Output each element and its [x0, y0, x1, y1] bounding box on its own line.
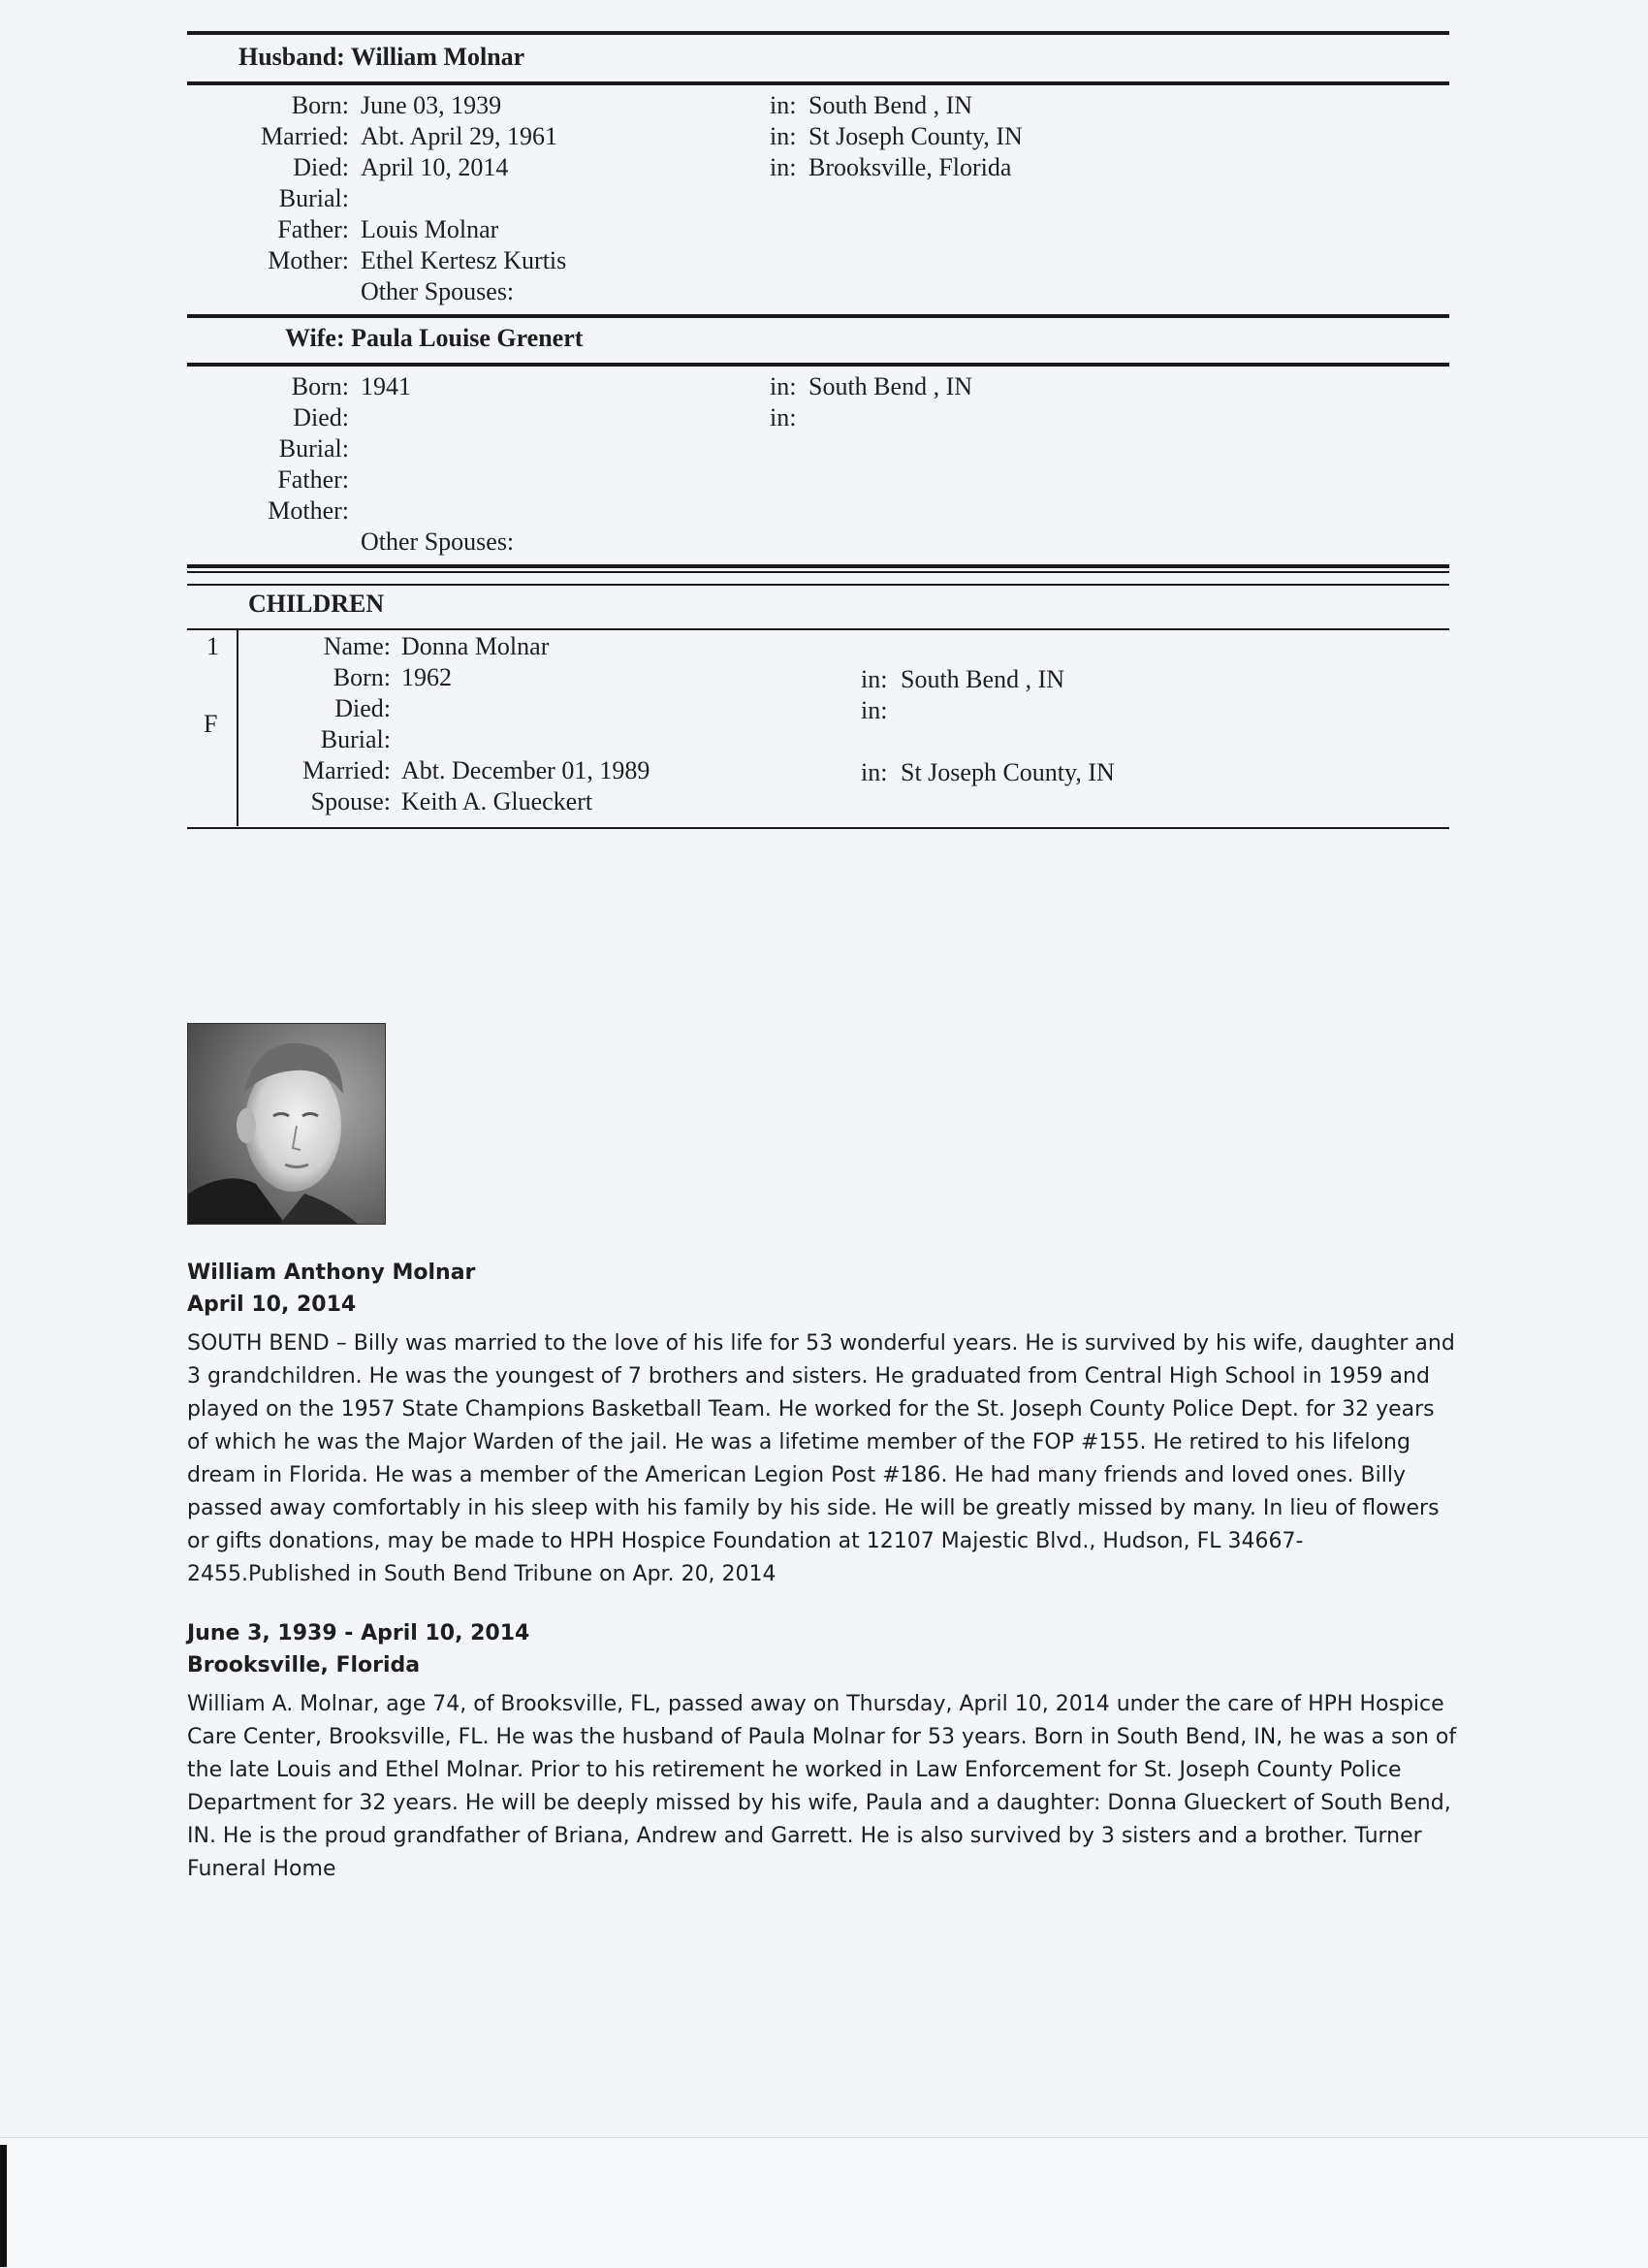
husband-born-label: Born: — [291, 91, 349, 119]
husband-born-place: South Bend , IN — [808, 91, 972, 119]
husband-father-value: Louis Molnar — [361, 215, 499, 243]
husband-name: William Molnar — [350, 43, 525, 71]
husband-father-label: Father: — [277, 215, 349, 243]
child-born-value: 1962 — [401, 663, 452, 691]
child-married-place: St Joseph County, IN — [901, 758, 1115, 786]
child-vertical-divider — [237, 628, 238, 826]
child-number: 1 — [206, 632, 219, 660]
husband-heading — [238, 43, 524, 72]
children-heading: CHILDREN — [248, 590, 385, 618]
obituary2-dates: June 3, 1939 - April 10, 2014 — [187, 1621, 530, 1645]
wife-died-label: Died: — [293, 403, 349, 431]
wife-born-place: South Bend , IN — [808, 372, 972, 400]
husband-other-spouses: Other Spouses: — [361, 277, 515, 305]
children-heading-rule — [187, 628, 1449, 630]
husband-mother-value: Ethel Kertesz Kurtis — [361, 246, 567, 274]
obituary2-place: Brooksville, Florida — [187, 1653, 421, 1677]
child-name-value: Donna Molnar — [401, 632, 550, 660]
wife-born-label: Born: — [291, 372, 349, 400]
top-rule — [187, 31, 1449, 35]
wife-born-value: 1941 — [361, 372, 411, 400]
husband-died-in: in: — [770, 153, 797, 181]
portrait-photo — [187, 1023, 386, 1225]
child-spouse-value: Keith A. Glueckert — [401, 787, 593, 815]
child-married-label: Married: — [302, 756, 391, 784]
husband-married-place: St Joseph County, IN — [808, 122, 1023, 150]
husband-bottom-rule — [187, 314, 1449, 318]
child-born-place: South Bend , IN — [901, 665, 1064, 693]
wife-bottom-rule-thin — [187, 571, 1449, 573]
wife-heading-label: Wife: — [285, 324, 345, 352]
husband-heading-label: Husband: — [238, 43, 345, 71]
husband-died-label: Died: — [293, 153, 349, 181]
husband-heading-rule — [187, 81, 1449, 85]
wife-died-in: in: — [770, 403, 797, 431]
wife-other-spouses: Other Spouses: — [361, 527, 515, 556]
child-married-in: in: — [861, 758, 888, 786]
child-name-label: Name: — [323, 632, 391, 660]
child-born-label: Born: — [333, 663, 391, 691]
child-spouse-label: Spouse: — [310, 787, 391, 815]
husband-married-in: in: — [770, 122, 797, 150]
child-burial-label: Burial: — [320, 725, 391, 753]
husband-born-in: in: — [770, 91, 797, 119]
husband-died-place: Brooksville, Florida — [808, 153, 1012, 181]
wife-burial-label: Burial: — [278, 434, 349, 463]
husband-married-value: Abt. April 29, 1961 — [361, 122, 557, 150]
obituary1-name: William Anthony Molnar — [187, 1261, 476, 1285]
wife-born-in: in: — [770, 372, 797, 400]
husband-mother-label: Mother: — [268, 246, 349, 274]
child-died-in: in: — [861, 696, 888, 724]
husband-married-label: Married: — [261, 122, 349, 150]
child-born-in: in: — [861, 665, 888, 693]
husband-died-value: April 10, 2014 — [361, 153, 509, 181]
wife-name: Paula Louise Grenert — [351, 324, 584, 352]
wife-father-label: Father: — [277, 465, 349, 494]
child-sex: F — [204, 710, 218, 738]
scan-bottom-edge — [0, 2137, 1648, 2268]
scan-left-edge-mark — [0, 2145, 7, 2267]
obituary1-date: April 10, 2014 — [187, 1293, 357, 1317]
wife-bottom-rule-thick — [187, 564, 1449, 568]
obituary2-text: William A. Molnar, age 74, of Brooksville, FL, passed away on Thursday, April 10, 2014 under the care of HPH Hospice Care Center, Brooksville, FL. He was the husband of Paula Molnar for 53 years. Born in South Bend, IN, he was a son of the late Louis and Ethel Molnar. Prior to his retirement he worked in Law Enforcement for St. Joseph County Police Department for 32 years. He will be deeply missed by his wife, Paula and a daughter: Donna Glueckert of South Bend, IN. He is the proud grandfather of Briana, Andrew and Garrett. He is also survived by 3 sisters and a brother. Turner Funeral Home — [187, 1692, 1457, 1881]
husband-burial-label: Burial: — [278, 184, 349, 212]
wife-heading-rule — [187, 363, 1449, 367]
husband-born-value: June 03, 1939 — [361, 91, 502, 119]
obituary1-text: SOUTH BEND – Billy was married to the love of his life for 53 wonderful years. He is survived by his wife, daughter and 3 grandchildren. He was the youngest of 7 brothers and sisters. He graduated from Central High School in 1959 and played on the 1957 State Champions Basketball Team. He worked for the St. Joseph County Police Dept. for 32 years of which he was the Major Warden of the jail. He was a lifetime member of the FOP #155. He retired to his lifelong dream in Florida. He was a member of the American Legion Post #186. He had many friends and loved ones. Billy passed away comfortably in his sleep with his family by his side. He will be greatly missed by many. In lieu of flowers or gifts donations, may be made to HPH Hospice Foundation at 12107 Majestic Blvd., Hudson, FL 34667-2455.Published in South Bend Tribune on Apr. 20, 2014 — [187, 1331, 1455, 1586]
children-bottom-rule — [187, 827, 1449, 829]
wife-heading — [285, 324, 583, 353]
children-top-rule — [187, 584, 1449, 586]
child-died-label: Died: — [334, 694, 391, 722]
wife-mother-label: Mother: — [268, 496, 349, 525]
child-married-value: Abt. December 01, 1989 — [401, 756, 650, 784]
portrait-image — [188, 1024, 385, 1224]
